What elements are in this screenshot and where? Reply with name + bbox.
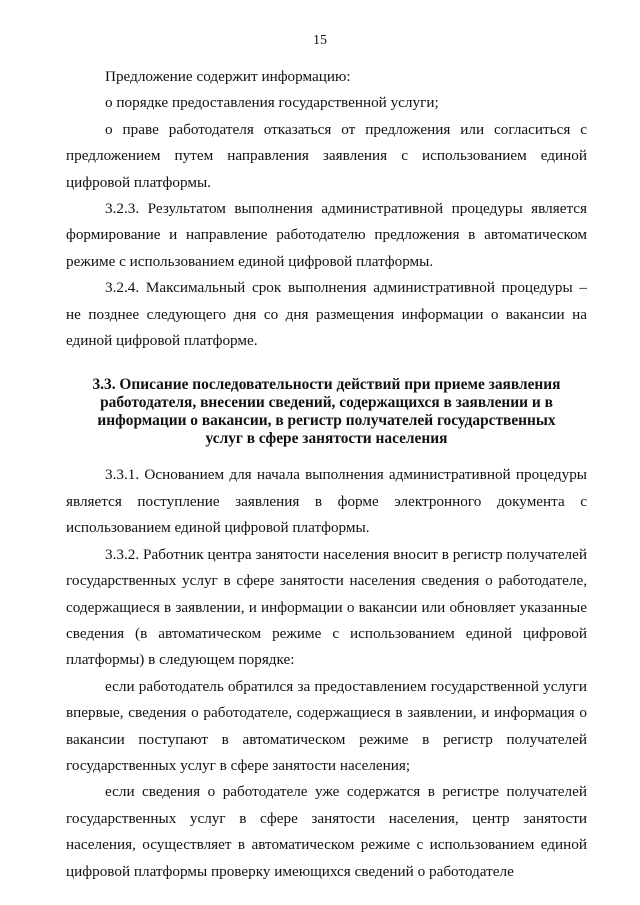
paragraph: 3.2.3. Результатом выполнения административной процедуры является формирование и направление работодателю предложения в автоматическом режиме с использованием единой цифровой платформы. bbox=[66, 200, 587, 270]
paragraph: о праве работодателя отказаться от предложения или согласиться с предложением путем направления заявления с использованием единой цифровой платформы. bbox=[66, 120, 587, 191]
paragraph: о порядке предоставления государственной услуги; bbox=[105, 94, 439, 112]
paragraph: 3.3.1. Основанием для начала выполнения административной процедуры является поступление заявления в форме электронного документа с использованием единой цифровой платформы. bbox=[66, 466, 587, 537]
paragraph: если сведения о работодателе уже содержатся в регистре получателей государственных услуг в сфере занятости населения, центр занятости населения, осуществляет в автоматическом режиме с использованием единой цифровой платформы проверку имеющихся сведений о работодателе bbox=[66, 783, 587, 880]
page-number: 15 bbox=[313, 33, 327, 48]
paragraph: 3.2.4. Максимальный срок выполнения административной процедуры – не позднее следующего дня со дня размещения информации о вакансии на единой цифровой платформе. bbox=[66, 279, 587, 350]
paragraph: если работодатель обратился за предоставлением государственной услуги впервые, сведения о работодателе, содержащиеся в заявлении, и информация о вакансии поступают в автоматическом режиме в регистр получателей государственных услуг в сфере занятости населения; bbox=[66, 677, 587, 774]
document-body bbox=[66, 64, 587, 885]
section-heading: 3.3. Описание последовательности действий при приеме заявления работодателя, внесении сведений, содержащихся в заявлении и в информации о вакансии, в регистр получателей государственных услуг в сфере занятости населения bbox=[92, 376, 561, 448]
paragraph: Предложение содержит информацию: bbox=[105, 68, 351, 85]
paragraph: 3.3.2. Работник центра занятости населения вносит в регистр получателей государственных услуг в сфере занятости населения сведения о работодателе, содержащиеся в заявлении, и информации о вакансии или обновляет указанные сведения (в автоматическом режиме с использованием единой цифровой платформы) в следующем порядке: bbox=[66, 545, 587, 669]
